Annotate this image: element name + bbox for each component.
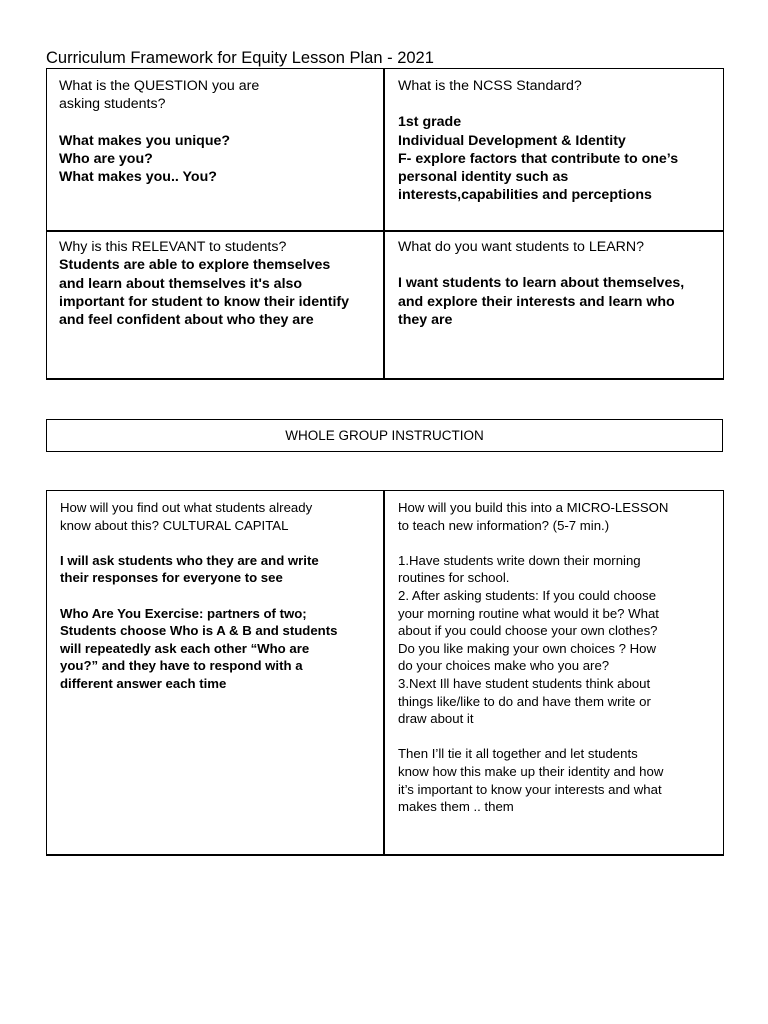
micro-step: things like/like to do and have them write or (398, 693, 651, 709)
standard-answer: personal identity such as (398, 169, 569, 186)
bottom-grid-divider (383, 490, 385, 856)
bottom-grid-bottom-border (46, 854, 724, 856)
question-answer: What makes you.. You? (59, 169, 217, 186)
standard-answer: interests,capabilities and perceptions (398, 187, 652, 204)
micro-step: 3.Next Ill have student students think about (398, 675, 651, 691)
whole-group-instruction-banner: WHOLE GROUP INSTRUCTION (46, 419, 723, 452)
capital-answer: their responses for everyone to see (60, 570, 283, 586)
micro-step: 2. After asking students: If you could choose (398, 587, 657, 603)
micro-lesson-cell (398, 499, 720, 816)
standard-cell (398, 77, 720, 205)
capital-prompt: How will you find out what students already (60, 500, 313, 515)
top-grid-bottom-border (46, 378, 724, 380)
relevant-answer: Students are able to explore themselves (59, 257, 331, 274)
relevant-answer: and feel confident about who they are (59, 312, 314, 329)
question-answer: Who are you? (59, 150, 153, 167)
relevant-answer: important for student to know their identify (59, 293, 350, 310)
micro-step: your morning routine what would it be? What (398, 605, 659, 621)
learn-answer: and explore their interests and learn who (398, 293, 675, 310)
micro-step: routines for school. (398, 570, 510, 586)
micro-step: do your choices make who you are? (398, 658, 610, 674)
learn-prompt: What do you want students to LEARN? (398, 239, 645, 255)
top-grid-divider (383, 68, 385, 380)
capital-answer: Students choose Who is A & B and students (60, 623, 338, 639)
question-answer: What makes you unique? (59, 132, 231, 149)
question-prompt: asking students? (59, 96, 166, 113)
question-prompt: What is the QUESTION you are (59, 78, 260, 94)
capital-answer: I will ask students who they are and write (60, 552, 319, 568)
capital-answer: different answer each time (60, 675, 227, 691)
micro-step: 1.Have students write down their morning (398, 552, 641, 568)
learn-answer: I want students to learn about themselves, (398, 275, 685, 292)
micro-closing: makes them .. them (398, 799, 514, 815)
micro-closing: know how this make up their identity and how (398, 763, 664, 779)
capital-answer: you?” and they have to respond with a (60, 658, 303, 674)
micro-closing: Then I’ll tie it all together and let students (398, 746, 638, 762)
relevant-cell (59, 238, 381, 329)
standard-answer: Individual Development & Identity (398, 132, 626, 149)
cultural-capital-cell (60, 499, 380, 693)
learn-cell (398, 238, 720, 329)
micro-step: about if you could choose your own clothes? (398, 623, 658, 639)
document-title: Curriculum Framework for Equity Lesson Plan - 2021 (46, 49, 434, 67)
micro-prompt: to teach new information? (5-7 min.) (398, 517, 610, 533)
micro-step: Do you like making your own choices ? How (398, 640, 657, 656)
relevant-prompt: Why is this RELEVANT to students? (59, 239, 287, 255)
micro-closing: it’s important to know your interests and what (398, 781, 662, 797)
standard-answer: 1st grade (398, 114, 462, 131)
capital-answer: will repeatedly ask each other “Who are (60, 640, 310, 656)
top-grid-row-divider (46, 230, 724, 232)
relevant-answer: and learn about themselves it's also (59, 275, 303, 292)
capital-prompt: know about this? CULTURAL CAPITAL (60, 517, 289, 533)
question-cell (59, 77, 379, 186)
micro-prompt: How will you build this into a MICRO-LESSON (398, 500, 669, 515)
standard-prompt: What is the NCSS Standard? (398, 78, 582, 94)
standard-answer: F- explore factors that contribute to one’s (398, 150, 679, 167)
micro-step: draw about it (398, 711, 474, 727)
capital-answer: Who Are You Exercise: partners of two; (60, 605, 307, 621)
learn-answer: they are (398, 311, 453, 328)
